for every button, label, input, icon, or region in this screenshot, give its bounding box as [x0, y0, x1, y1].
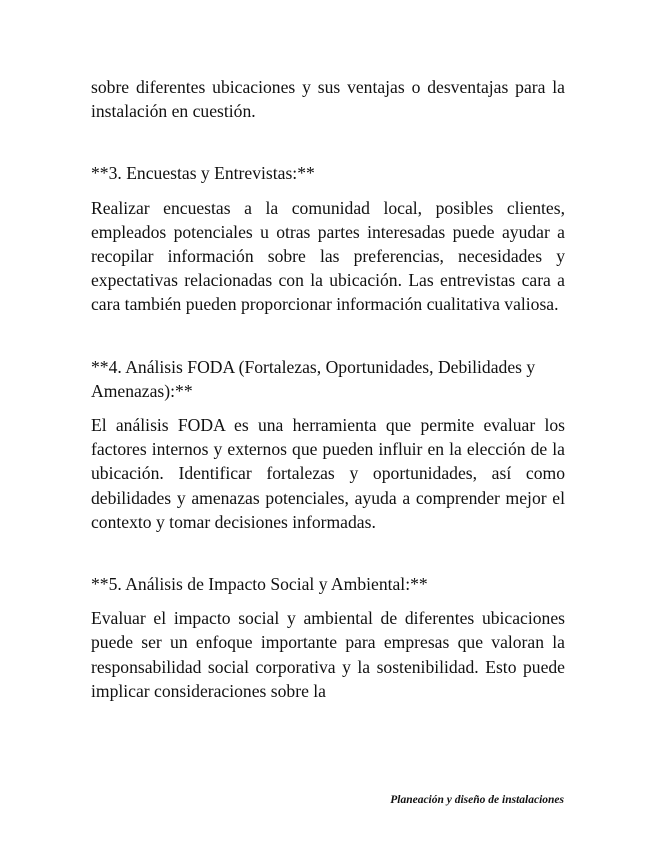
section-5-heading: **5. Análisis de Impacto Social y Ambiental:** [91, 574, 428, 595]
page-content [91, 75, 565, 703]
section-4-heading: **4. Análisis FODA (Fortalezas, Oportunidades, Debilidades y Amenazas):** [91, 356, 536, 401]
section-3-paragraph: Realizar encuestas a la comunidad local, posibles clientes, empleados potenciales u otras partes interesadas puede ayudar a recopilar información sobre las preferencias, necesidades y expectativas relacionadas con la ubicación. Las entrevistas cara a cara también pueden proporcionar información cualitativa valiosa. [91, 197, 565, 315]
section-3-heading: **3. Encuestas y Entrevistas:** [91, 163, 315, 184]
intro-paragraph: sobre diferentes ubicaciones y sus ventajas o desventajas para la instalación en cuestión. [91, 77, 565, 122]
section-5-paragraph: Evaluar el impacto social y ambiental de diferentes ubicaciones puede ser un enfoque importante para empresas que valoran la responsabilidad social corporativa y la sostenibilidad. Esto puede implicar consideraciones sobre la [91, 608, 565, 701]
page-footer: Planeación y diseño de instalaciones [390, 794, 564, 806]
section-4-paragraph: El análisis FODA es una herramienta que permite evaluar los factores internos y externos que pueden influir en la elección de la ubicación. Identificar fortalezas y oportunidades, así como debilidades y amenazas potenciales, ayuda a comprender mejor el contexto y tomar decisiones informadas. [91, 415, 565, 532]
